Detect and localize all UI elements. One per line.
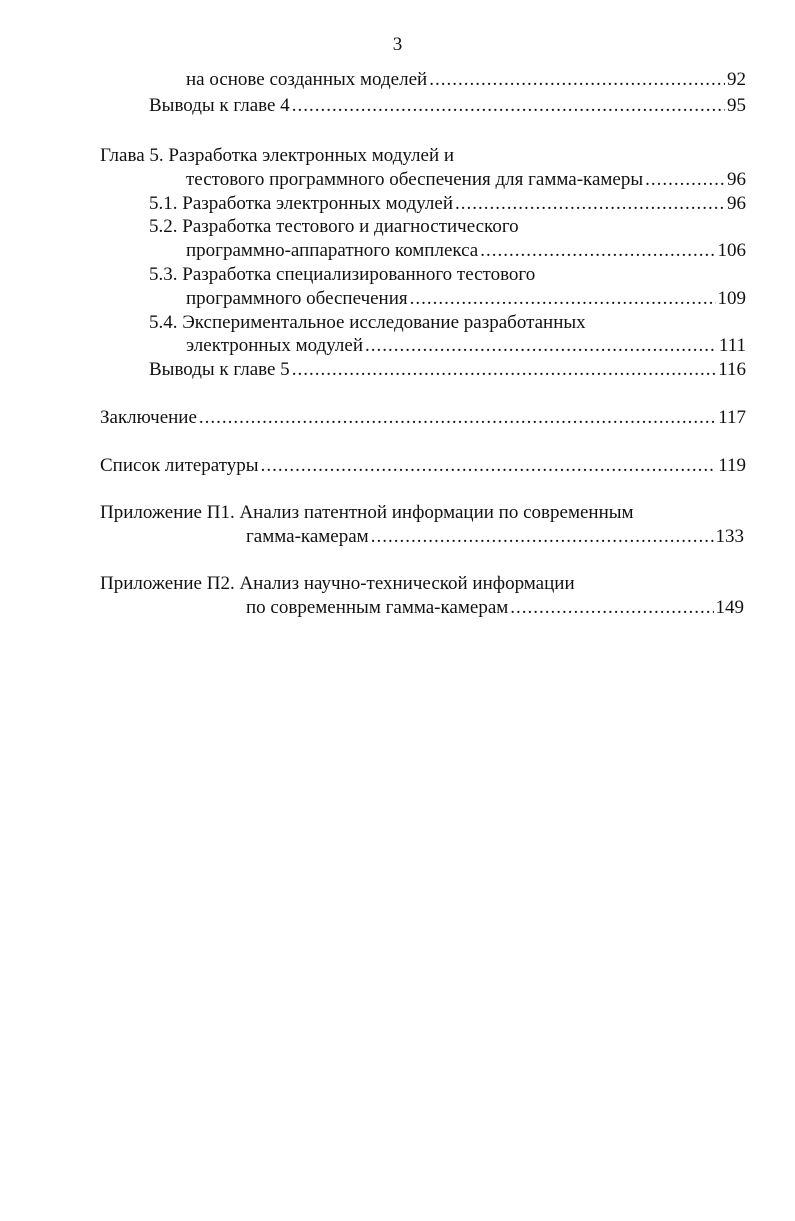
toc-entry-title: гамма-камерам xyxy=(246,526,369,547)
toc-entry-title: по современным гамма-камерам xyxy=(246,597,509,618)
page-number: 3 xyxy=(392,34,403,55)
toc-entry-chapter4-models xyxy=(186,67,746,93)
toc-entry-page: 149 xyxy=(715,597,744,618)
toc-section-5-3-line1: 5.3. Разработка специализированного тестового xyxy=(149,264,536,285)
toc-entry-title: тестового программного обеспечения для гамма-камеры xyxy=(186,169,644,190)
toc-leader-dots xyxy=(371,524,714,550)
toc-leader-dots xyxy=(429,67,725,93)
toc-entry-page: 96 xyxy=(727,193,746,214)
toc-entry-page: 111 xyxy=(718,335,746,356)
toc-entry-title: программного обеспечения xyxy=(186,288,408,309)
toc-leader-dots xyxy=(410,286,716,312)
toc-entry-conclusions-chapter5 xyxy=(149,357,746,383)
toc-entry-title: Выводы к главе 5 xyxy=(149,359,290,380)
toc-chapter5-heading-line1: Глава 5. Разработка электронных модулей и xyxy=(100,145,455,166)
toc-leader-dots xyxy=(645,167,725,193)
toc-entry-page: 96 xyxy=(727,169,746,190)
toc-entry-page: 117 xyxy=(718,407,746,428)
toc-entry-title: Выводы к главе 4 xyxy=(149,95,290,116)
toc-entry-title: электронных модулей xyxy=(186,335,363,356)
toc-leader-dots xyxy=(365,333,717,359)
toc-section-5-4-line1: 5.4. Экспериментальное исследование разработанных xyxy=(149,312,586,333)
toc-entry-appendix-p1 xyxy=(246,524,744,550)
toc-leader-dots xyxy=(199,405,716,431)
toc-entry-appendix-p2 xyxy=(246,595,744,621)
toc-entry-page: 95 xyxy=(727,95,746,116)
toc-entry-references xyxy=(100,453,746,479)
toc-appendix-p1-line1: Приложение П1. Анализ патентной информации по современным xyxy=(100,502,634,523)
toc-entry-page: 116 xyxy=(718,359,746,380)
toc-entry-page: 92 xyxy=(727,69,746,90)
toc-leader-dots xyxy=(292,93,725,119)
toc-entry-title: Заключение xyxy=(100,407,197,428)
toc-entry-title: программно-аппаратного комплекса xyxy=(186,240,479,261)
toc-leader-dots xyxy=(261,453,717,479)
toc-entry-section-5-2 xyxy=(186,238,746,264)
toc-entry-conclusions-chapter4 xyxy=(149,93,746,119)
toc-entry-title: Список литературы xyxy=(100,455,259,476)
toc-section-5-2-line1: 5.2. Разработка тестового и диагностического xyxy=(149,216,519,237)
toc-leader-dots xyxy=(292,357,717,383)
toc-entry-page: 133 xyxy=(715,526,744,547)
toc-entry-title: на основе созданных моделей xyxy=(186,69,428,90)
toc-entry-section-5-3 xyxy=(186,286,746,312)
toc-entry-chapter5 xyxy=(186,167,746,193)
toc-entry-conclusion xyxy=(100,405,746,431)
toc-entry-page: 119 xyxy=(718,455,746,476)
toc-leader-dots xyxy=(510,595,713,621)
toc-entry-page: 106 xyxy=(717,240,746,261)
toc-entry-page: 109 xyxy=(717,288,746,309)
toc-appendix-p2-line1: Приложение П2. Анализ научно-технической информации xyxy=(100,573,575,594)
toc-leader-dots xyxy=(480,238,715,264)
toc-entry-title: 5.1. Разработка электронных модулей xyxy=(149,193,454,214)
toc-entry-section-5-4 xyxy=(186,333,746,359)
